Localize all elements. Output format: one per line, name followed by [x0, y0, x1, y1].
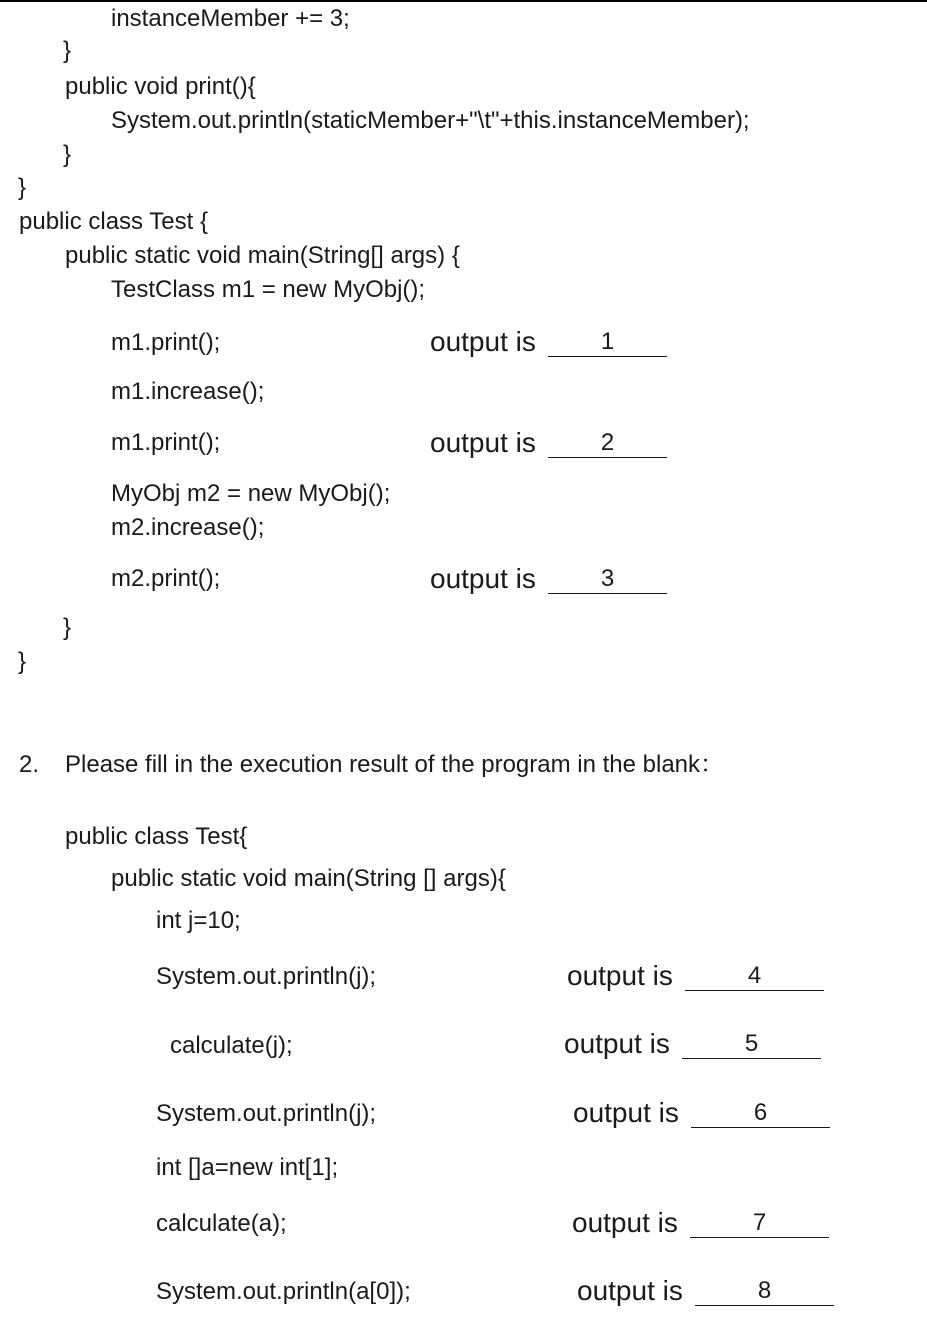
top-rule	[0, 0, 927, 2]
output-label: output is	[567, 960, 673, 991]
code-line: System.out.println(a[0]);	[156, 1278, 411, 1305]
code-line: int []a=new int[1];	[156, 1154, 339, 1181]
code-line: m1.print();	[111, 429, 221, 456]
answer-blank-6: 6	[691, 1099, 830, 1128]
output-label: output is	[430, 427, 536, 458]
code-line: System.out.println(j);	[156, 1100, 377, 1127]
code-line: public class Test{	[65, 823, 248, 850]
output-label: output is	[430, 326, 536, 357]
code-brace: }	[18, 648, 27, 675]
output-label: output is	[577, 1275, 683, 1306]
question-prompt: Please fill in the execution result of the program in the blank：	[65, 751, 725, 778]
code-line: System.out.println(staticMember+"\t"+this.instanceMember);	[111, 107, 750, 134]
code-line: m2.print();	[111, 565, 221, 592]
code-brace: }	[63, 614, 72, 641]
code-line: TestClass m1 = new MyObj();	[111, 276, 426, 303]
code-line: System.out.println(j);	[156, 963, 377, 990]
code-line: public class Test {	[19, 208, 208, 235]
output-label: output is	[572, 1207, 678, 1238]
answer-blank-5: 5	[682, 1030, 821, 1059]
code-line: public void print(){	[65, 73, 256, 100]
code-line: m1.increase();	[111, 378, 265, 405]
answer-blank-8: 8	[695, 1277, 834, 1306]
code-brace: }	[63, 141, 72, 168]
code-line: int j=10;	[156, 907, 241, 934]
code-line: MyObj m2 = new MyObj();	[111, 480, 391, 507]
question-number: 2.	[19, 751, 40, 778]
output-label: output is	[430, 563, 536, 594]
answer-blank-7: 7	[690, 1209, 829, 1238]
code-line: calculate(j);	[170, 1032, 293, 1059]
code-line: instanceMember += 3;	[111, 5, 350, 32]
code-brace: }	[63, 37, 72, 64]
answer-blank-1: 1	[548, 328, 667, 357]
output-label: output is	[564, 1028, 670, 1059]
code-line: calculate(a);	[156, 1210, 287, 1237]
code-line: public static void main(String [] args){	[111, 865, 506, 892]
code-line: m2.increase();	[111, 514, 265, 541]
answer-blank-2: 2	[548, 429, 667, 458]
output-label: output is	[573, 1097, 679, 1128]
answer-blank-4: 4	[685, 962, 824, 991]
code-line: public static void main(String[] args) {	[65, 242, 460, 269]
code-line: m1.print();	[111, 329, 221, 356]
answer-blank-3: 3	[548, 565, 667, 594]
code-brace: }	[18, 174, 27, 201]
